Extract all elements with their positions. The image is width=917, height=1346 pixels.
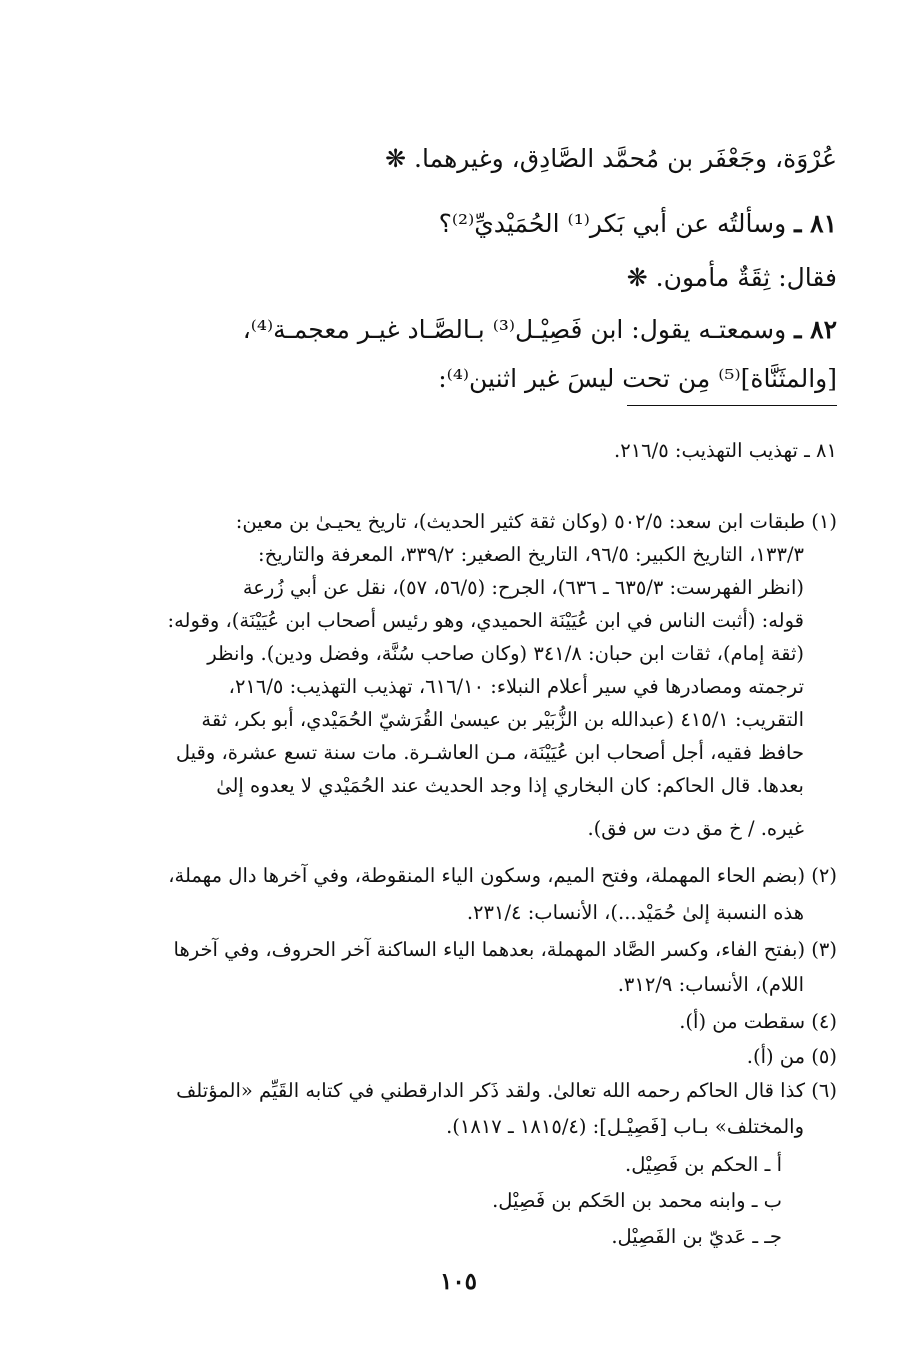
- footnote-1-line: ١٣٣/٣، التاريخ الكبير: ٩٦/٥، التاريخ الصغير: ٣٣٩/٢، المعرفة والتاريخ:: [258, 543, 804, 566]
- footnote-1-line: التقريب: ٤١٥/١ (عبدالله بن الزُّبَيْر بن عيسىٰ القُرَشيّ الحُمَيْدي، أبو بكر، ثقة: [201, 708, 804, 731]
- question-81-text: وسألتُه عن أبي بَكر⁽¹⁾ الحُمَيْديِّ⁽²⁾؟: [438, 209, 787, 238]
- footnote-6-item-c: جـ ـ عَديّ بن الفَصِيْل.: [611, 1225, 782, 1248]
- question-81: [439, 207, 837, 241]
- footnote-6-item-b: ب ـ وابنه محمد بن الحَكم بن فَصِيْل.: [492, 1189, 782, 1212]
- footnote-3-line: اللام)، الأنساب: ٣١٢/٩.: [617, 973, 804, 996]
- footnote-2-line: هذه النسبة إلىٰ حُمَيْد...)، الأنساب: ٢٣١/٤.: [466, 901, 804, 924]
- question-82-continuation: [والمثَنَّاة]⁽⁵⁾ مِن تحت ليسَ غير اثنين⁽⁴⁾:: [438, 364, 837, 393]
- question-81-number: ٨١ ـ: [794, 209, 837, 238]
- main-text-line-1: عُرْوَة، وجَعْفَر بن مُحمَّد الصَّادِق، وغيرهما. ❋: [385, 144, 837, 173]
- footnote-6-item-a: أ ـ الحكم بن فَصِيْل.: [625, 1153, 782, 1176]
- question-82: [243, 313, 837, 347]
- footnote-1-line: غيره. / خ مق دت س فق).: [587, 817, 804, 840]
- footnote-1-line: (انظر الفهرست: ٦٣٥/٣ ـ ٦٣٦)، الجرح: (٥٦/٥، ٥٧)، نقل عن أبي زُرعة: [242, 576, 804, 599]
- footnote-1-line: قوله: (أثبت الناس في ابن عُيَيْنَة الحميدي، وهو رئيس أصحاب ابن عُيَيْنَة)، وقوله:: [167, 609, 804, 632]
- footnote-1-line: بعدها. قال الحاكم: كان البخاري إذا وجد الحديث عند الحُمَيْدي لا يعدوه إلىٰ: [216, 774, 804, 797]
- footnote-6-line: (٦) كذا قال الحاكم رحمه الله تعالىٰ. ولقد ذَكر الدارقطني في كتابه القَيِّم «المؤتلف: [176, 1079, 837, 1102]
- page-number: ١٠٥: [439, 1268, 478, 1295]
- question-82-text: وسمعتـه يقول: ابن فَصِيْـل⁽³⁾ بـالصَّـاد غيـر معجمـة⁽⁴⁾،: [242, 315, 787, 344]
- footnote-separator: [627, 405, 837, 406]
- footnote-4: (٤) سقطت من (أ).: [679, 1010, 837, 1033]
- answer-81: فقال: ثِقَةٌ مأمون. ❋: [626, 263, 837, 292]
- question-82-number: ٨٢ ـ: [794, 315, 837, 344]
- footnote-6-line: والمختلف» بـاب [فَصِيْـل]: (١٨١٥/٤ ـ ١٨١٧).: [446, 1115, 804, 1138]
- footnote-3-line: (٣) (بفتح الفاء، وكسر الصَّاد المهملة، بعدهما الياء الساكنة آخر الحروف، وفي آخرها: [173, 938, 837, 961]
- footnote-1-line: ترجمته ومصادرها في سير أعلام النبلاء: ٦١٦/١٠، تهذيب التهذيب: ٢١٦/٥،: [228, 675, 804, 698]
- footnote-1-line: (ثقة إمام)، ثقات ابن حبان: ٣٤١/٨ (وكان صاحب سُنَّة، وفضل ودين). وانظر: [207, 642, 804, 665]
- footnote-5: (٥) من (أ).: [746, 1045, 837, 1068]
- footnote-2-line: (٢) (بضم الحاء المهملة، وفتح الميم، وسكون الياء المنقوطة، وفي آخرها دال مهملة،: [168, 864, 837, 887]
- footnote-ref-81: ٨١ ـ تهذيب التهذيب: ٢١٦/٥.: [614, 439, 837, 462]
- footnote-1-line: حافظ فقيه، أجل أصحاب ابن عُيَيْنَة، مـن العاشـرة. مات سنة تسع عشرة، وقيل: [175, 741, 804, 764]
- footnote-1-line: (١) طبقات ابن سعد: ٥٠٢/٥ (وكان ثقة كثير الحديث)، تاريخ يحيـىٰ بن معين:: [235, 510, 837, 533]
